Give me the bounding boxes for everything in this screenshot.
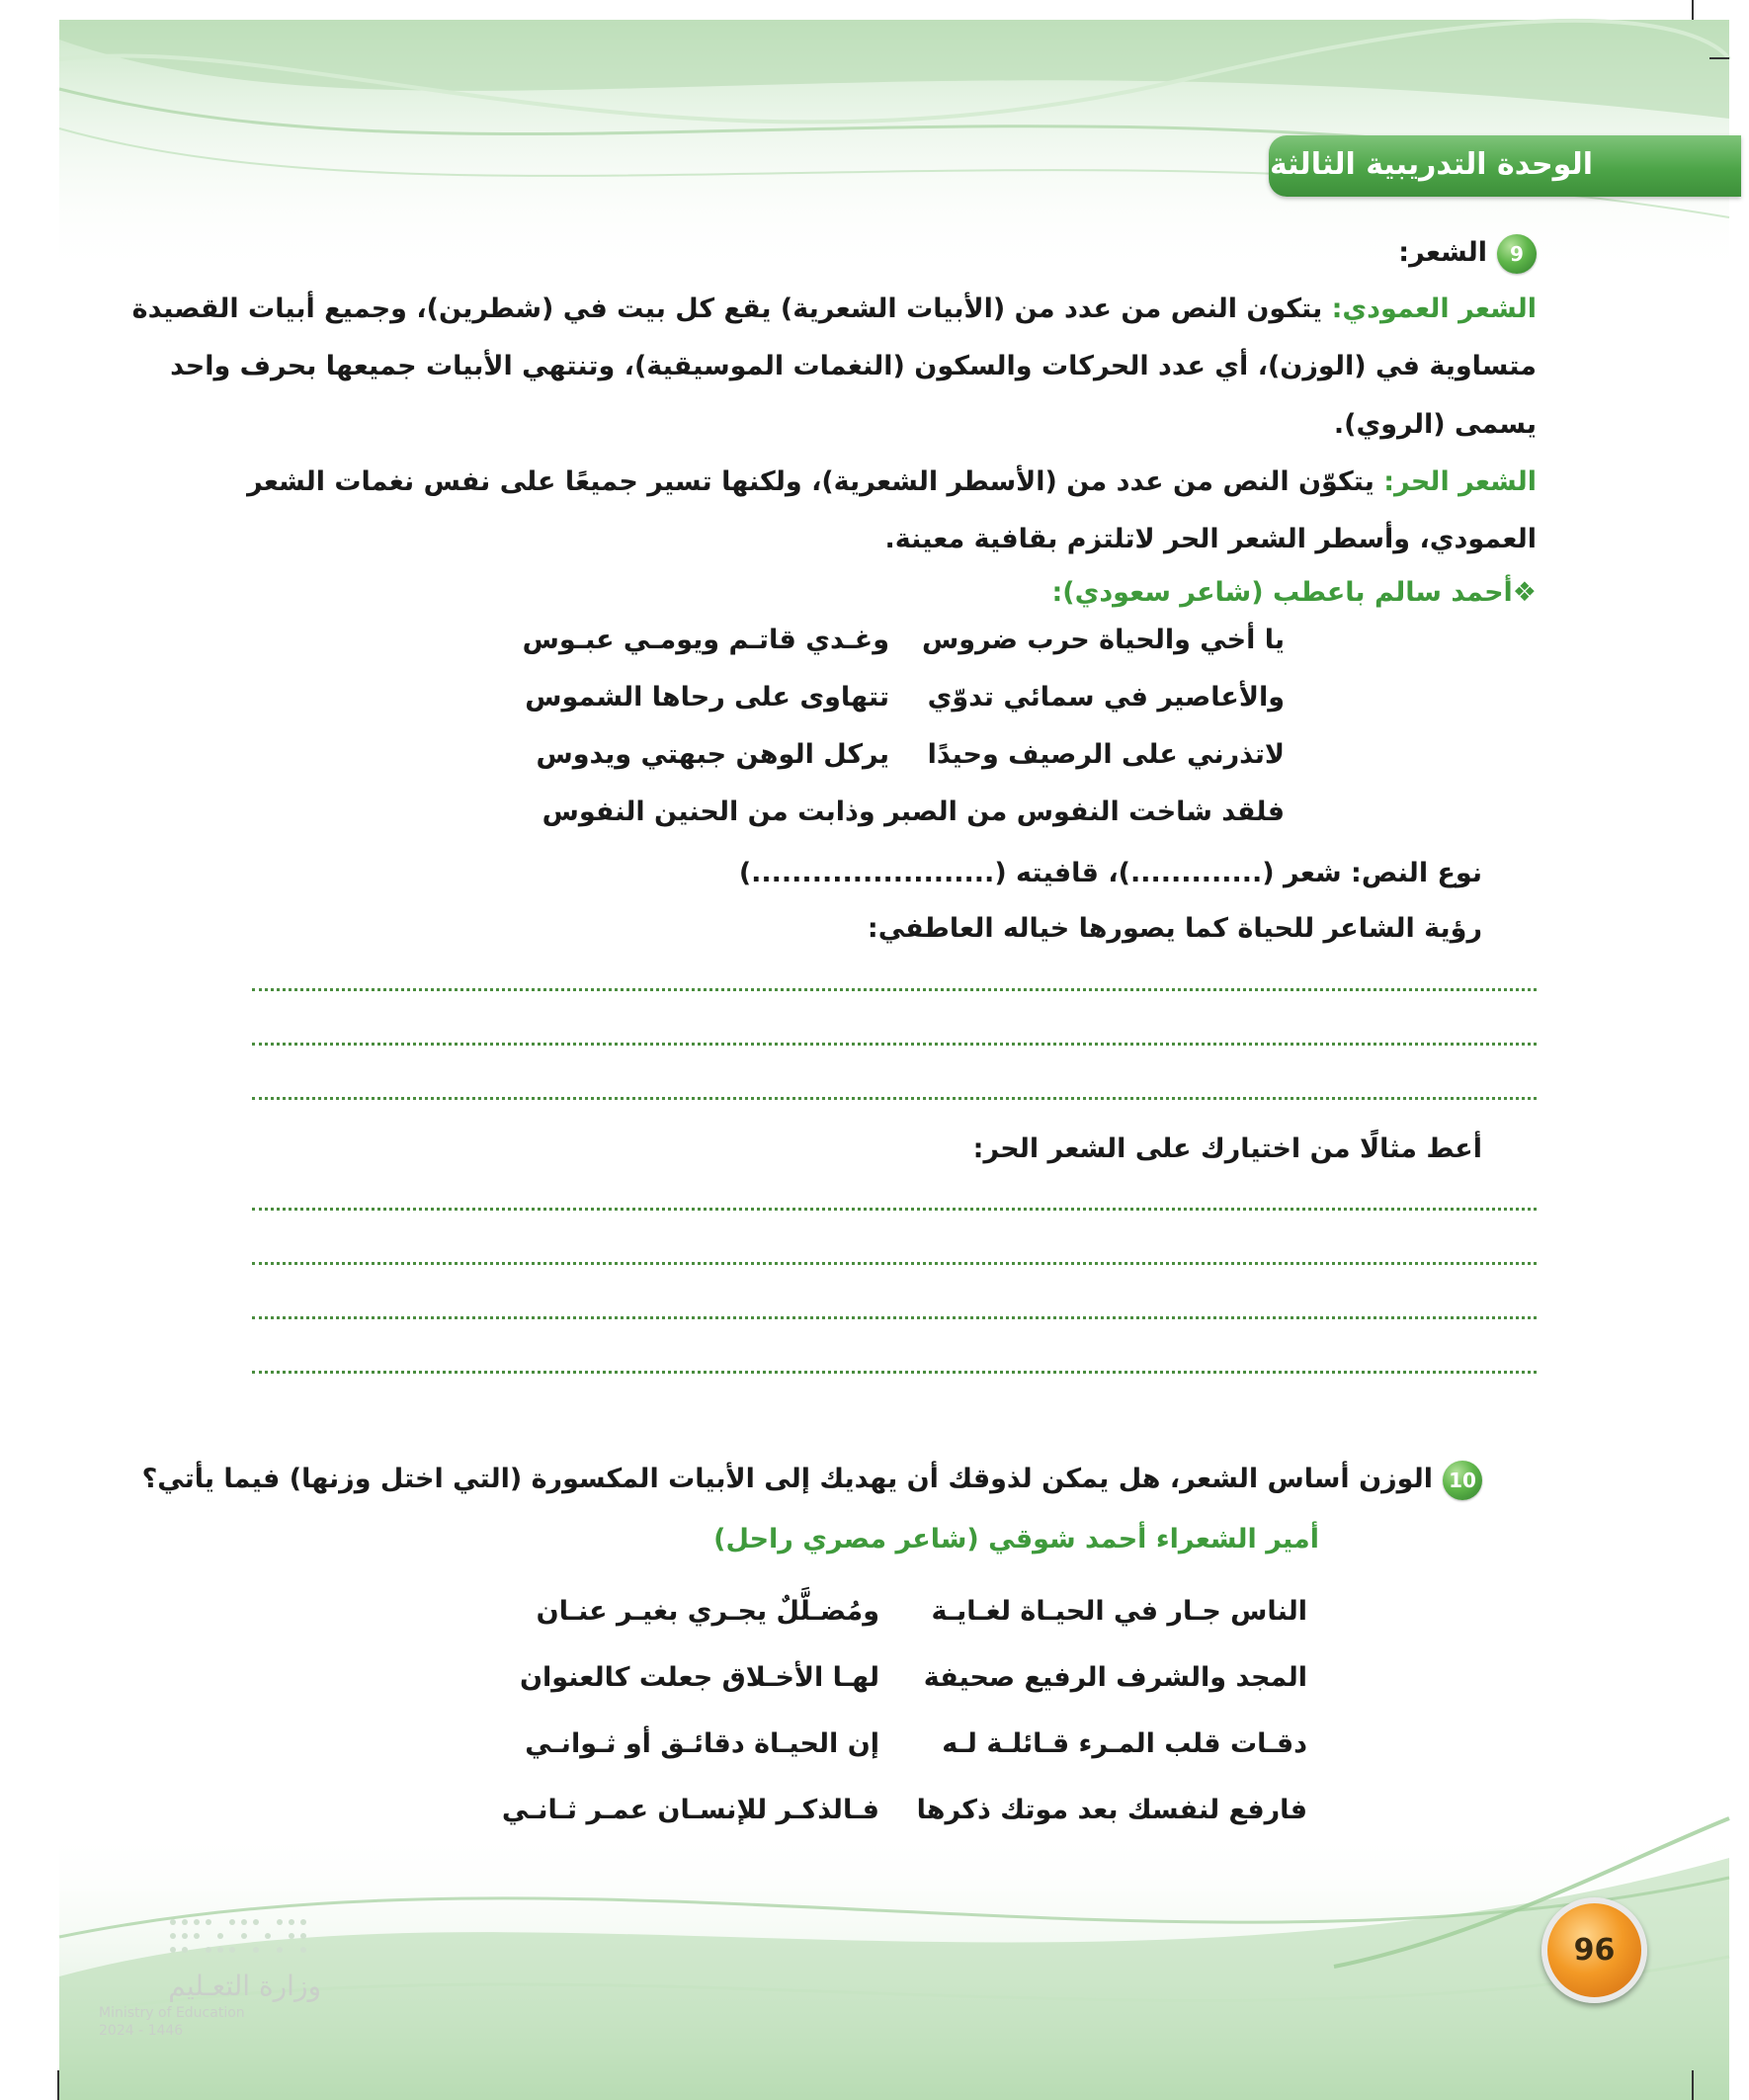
- poet-bateb: ❖أحمد سالم باعطب (شاعر سعودي):: [1051, 577, 1537, 608]
- answer-line[interactable]: [252, 1043, 1537, 1046]
- ministry-dots-icon: [163, 1912, 321, 1962]
- verse-first-half: والأعاصير في سمائي تدوّي: [927, 682, 1285, 713]
- section-9-title: الشعر:: [1398, 237, 1487, 268]
- answer-line[interactable]: [252, 1316, 1537, 1319]
- verse-first-half: المجد والشرف الرفيع صحيفة: [923, 1662, 1307, 1693]
- verse-second-half: يركل الوهن جبهتي ويدوس: [536, 739, 889, 770]
- answer-line[interactable]: [252, 988, 1537, 991]
- amudi-line-1: [131, 290, 1537, 329]
- ministry-name-en: Ministry of Education: [99, 2005, 245, 2021]
- question-poet-vision: رؤية الشاعر للحياة كما يصورها خياله العاطفي:: [867, 913, 1482, 944]
- section-number-badge: 10: [1443, 1461, 1482, 1500]
- crop-mark: [57, 2070, 59, 2100]
- verse-second-half: إن الحيـاة دقائـق أو ثـوانـي: [525, 1728, 879, 1759]
- section-10-question: [141, 1460, 1482, 1500]
- verse-full: فلقد شاخت النفوس من الصبر وذابت من الحنين النفوس: [541, 797, 1285, 827]
- answer-line[interactable]: [252, 1262, 1537, 1265]
- question-text-type: نوع النص: شعر (.............)، قافيته (........................): [738, 858, 1482, 888]
- ministry-logo: [94, 1912, 321, 2039]
- question-free-verse-example: أعط مثالًا من اختيارك على الشعر الحر:: [972, 1134, 1482, 1164]
- hurr-line-1: [247, 462, 1537, 502]
- answer-line[interactable]: [252, 1371, 1537, 1374]
- hurr-line-2: العمودي، وأسطر الشعر الحر لاتلتزم بقافية معينة.: [884, 524, 1537, 554]
- verse-second-half: تتهاوى على رحاها الشموس: [525, 682, 889, 713]
- unit-title: الوحدة التدريبية الثالثة: [1269, 147, 1593, 182]
- crop-mark: [1709, 57, 1729, 59]
- verse-second-half: فـالذكـر للإنسـان عمـر ثـانـي: [501, 1795, 879, 1825]
- ministry-year: 2024 - 1446: [99, 2023, 184, 2039]
- ministry-name: وزارة التعـليم: [168, 1970, 321, 2002]
- verse-first-half: فارفع لنفسك بعد موتك ذكرها: [916, 1795, 1307, 1825]
- verse-first-half: لاتذرني على الرصيف وحيدًا: [927, 739, 1285, 770]
- section-10-text: الوزن أساس الشعر، هل يمكن لذوقك أن يهديك إلى الأبيات المكسورة (التي اختل وزنها) فيما يأتي؟: [141, 1464, 1433, 1494]
- amudi-text-1: يتكون النص من عدد من (الأبيات الشعرية) يقع كل بيت في (شطرين)، وجميع أبيات القصيدة: [131, 294, 1332, 324]
- amudi-line-3: يسمى (الروي).: [1333, 409, 1537, 440]
- verse-first-half: يا أخي والحياة حرب ضروس: [922, 625, 1285, 655]
- hurr-text-1: يتكوّن النص من عدد من (الأسطر الشعرية)، ولكنها تسير جميعًا على نفس نغمات الشعر: [247, 466, 1384, 497]
- crop-mark: [1692, 0, 1694, 20]
- verse-second-half: لهـا الأخـلاق جعلت كالعنوان: [520, 1662, 879, 1693]
- answer-line[interactable]: [252, 1208, 1537, 1211]
- answer-line[interactable]: [252, 1097, 1537, 1100]
- section-9-heading: [252, 233, 1537, 274]
- poet-shawqi: أمير الشعراء أحمد شوقي (شاعر مصري راحل): [713, 1524, 1319, 1554]
- hurr-label: الشعر الحر:: [1383, 466, 1537, 497]
- verse-second-half: ومُضـلَّلٌ يجـري بغيـر عنـان: [536, 1596, 879, 1627]
- section-number-badge: 9: [1497, 234, 1537, 274]
- page-number: 96: [1541, 1897, 1647, 2003]
- verse-first-half: دقـات قلب المـرء قـائلـة لـه: [942, 1728, 1307, 1759]
- amudi-line-2: متساوية في (الوزن)، أي عدد الحركات والسكون (النغمات الموسيقية)، وتنتهي الأبيات جميعها بحرف واحد: [170, 351, 1537, 381]
- verse-second-half: وغـدي قاتـم ويومـي عبـوس: [522, 625, 889, 655]
- crop-mark: [1692, 2070, 1694, 2100]
- verse-first-half: الناس جـار في الحيـاة لغـايـة: [931, 1596, 1307, 1627]
- amudi-label: الشعر العمودي:: [1331, 294, 1537, 324]
